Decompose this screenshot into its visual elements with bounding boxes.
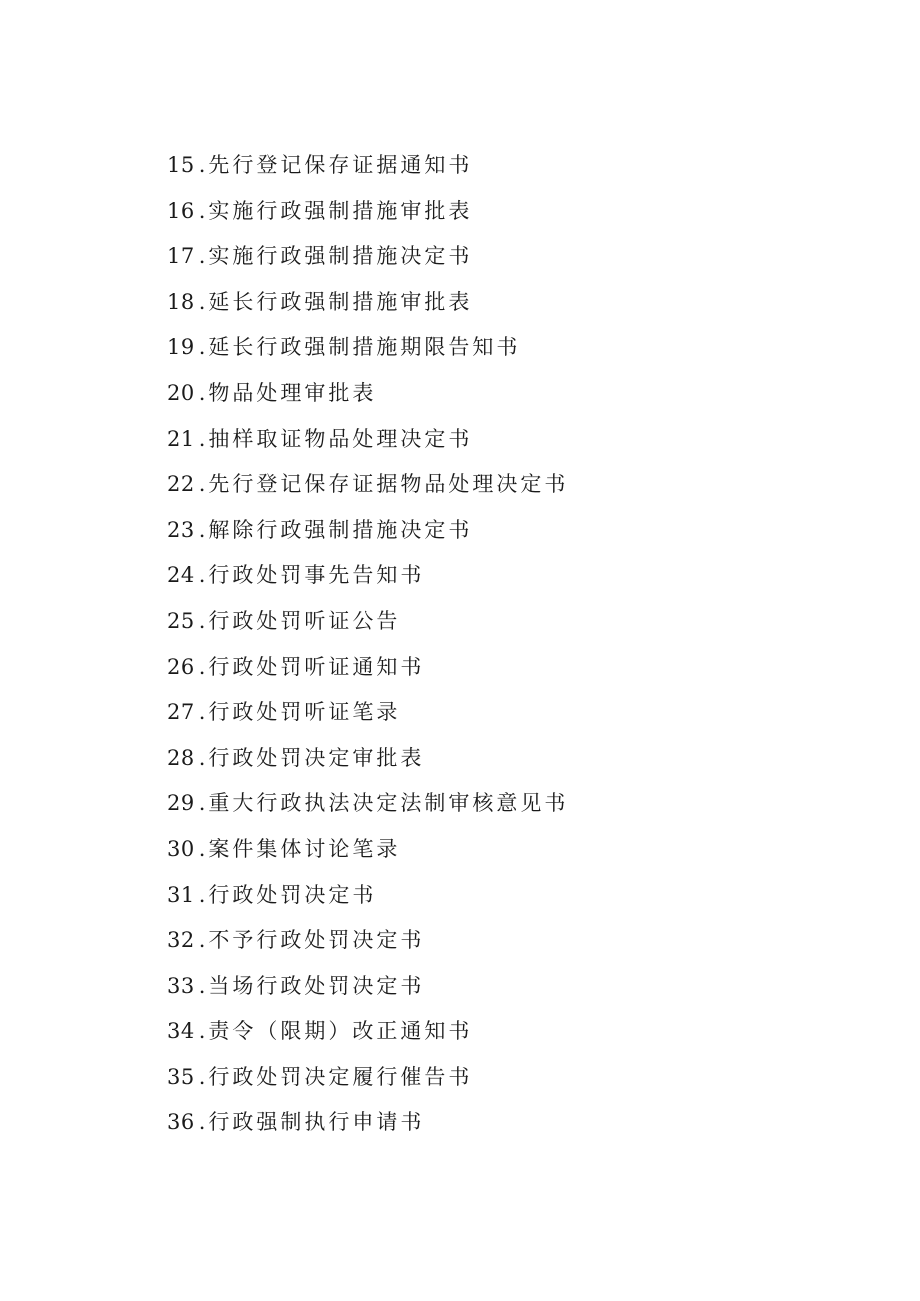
list-item	[167, 736, 568, 782]
item-number: 34	[167, 1019, 195, 1044]
item-number: 27	[167, 700, 195, 725]
list-item	[167, 325, 568, 371]
item-title: .实施行政强制措施审批表	[198, 198, 473, 223]
item-title: .责令（限期）改正通知书	[198, 1019, 473, 1044]
item-title: .行政强制执行申请书	[198, 1110, 425, 1135]
list-item	[167, 234, 568, 280]
document-list	[167, 143, 568, 1146]
item-number: 31	[167, 882, 195, 907]
list-item	[167, 553, 568, 599]
list-item	[167, 645, 568, 691]
item-title: .延长行政强制措施期限告知书	[198, 335, 521, 360]
list-item	[167, 280, 568, 326]
item-title: .先行登记保存证据通知书	[198, 153, 473, 177]
list-item	[167, 1009, 568, 1055]
item-number: 35	[167, 1064, 195, 1089]
list-item	[167, 189, 568, 235]
item-title: .行政处罚决定履行催告书	[198, 1064, 473, 1089]
item-number: 24	[167, 563, 195, 588]
list-item	[167, 1055, 568, 1101]
item-title: .延长行政强制措施审批表	[198, 289, 473, 314]
list-item	[167, 918, 568, 964]
item-number: 28	[167, 745, 195, 770]
list-item	[167, 417, 568, 463]
item-number: 17	[167, 244, 195, 269]
list-item	[167, 143, 568, 189]
list-item	[167, 827, 568, 873]
item-title: .先行登记保存证据物品处理决定书	[198, 472, 569, 497]
list-item	[167, 599, 568, 645]
item-number: 29	[167, 791, 195, 816]
list-item	[167, 690, 568, 736]
item-number: 33	[167, 973, 195, 998]
list-item	[167, 1100, 568, 1146]
item-number: 30	[167, 836, 195, 861]
item-title: .行政处罚决定审批表	[198, 745, 425, 770]
list-item	[167, 781, 568, 827]
item-title: .行政处罚事先告知书	[198, 563, 425, 588]
item-number: 21	[167, 426, 195, 451]
item-number: 16	[167, 198, 195, 223]
item-number: 32	[167, 928, 195, 953]
item-number: 15	[167, 153, 195, 177]
item-title: .行政处罚听证通知书	[198, 654, 425, 679]
list-item	[167, 462, 568, 508]
list-item	[167, 964, 568, 1010]
item-title: .物品处理审批表	[198, 380, 377, 405]
item-title: .重大行政执法决定法制审核意见书	[198, 791, 569, 816]
item-number: 36	[167, 1110, 195, 1135]
item-title: .抽样取证物品处理决定书	[198, 426, 473, 451]
item-title: .不予行政处罚决定书	[198, 928, 425, 953]
list-item	[167, 371, 568, 417]
item-number: 22	[167, 472, 195, 497]
item-title: .行政处罚听证笔录	[198, 700, 401, 725]
list-item	[167, 508, 568, 554]
item-number: 19	[167, 335, 195, 360]
item-number: 26	[167, 654, 195, 679]
item-number: 18	[167, 289, 195, 314]
item-title: .行政处罚决定书	[198, 882, 377, 907]
item-title: .案件集体讨论笔录	[198, 836, 401, 861]
item-title: .当场行政处罚决定书	[198, 973, 425, 998]
item-number: 20	[167, 380, 195, 405]
item-number: 25	[167, 608, 195, 633]
item-title: .解除行政强制措施决定书	[198, 517, 473, 542]
list-item	[167, 873, 568, 919]
item-title: .实施行政强制措施决定书	[198, 244, 473, 269]
item-title: .行政处罚听证公告	[198, 608, 401, 633]
item-number: 23	[167, 517, 195, 542]
